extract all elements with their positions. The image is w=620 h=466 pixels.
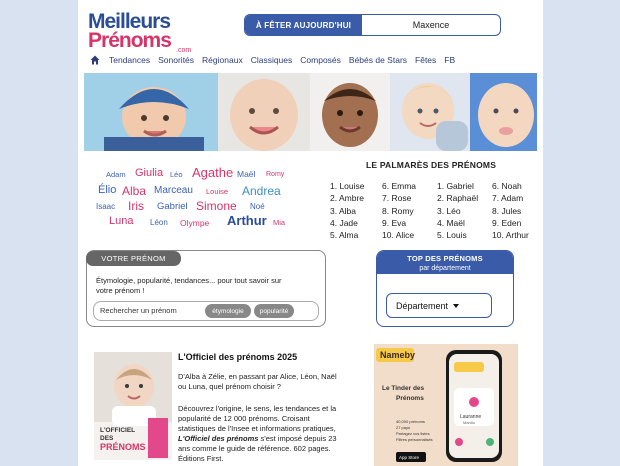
nav-item-tendances[interactable]: Tendances — [109, 55, 151, 65]
cloud-name[interactable]: Mia — [273, 218, 286, 227]
app-store-badge: App Store — [399, 455, 420, 460]
page — [78, 0, 543, 466]
palmares-item[interactable]: 1. Louise — [330, 181, 365, 191]
book-description: Découvrez l'origine, le sens, les tendances et la popularité de 12 000 prénoms. Croisant statistiques de l'Insee et informations pratiques, L'Officiel des prénoms s'est imposé depuis 23 ans comme le guide de référence. 602 pages. Éditions First. — [178, 404, 337, 463]
cloud-name[interactable]: Léon — [150, 218, 168, 227]
ad-feature: Filtres personnalisés — [396, 437, 433, 442]
palmares-item[interactable]: 1. Gabriel — [437, 181, 474, 191]
top-prenoms-box — [376, 250, 514, 327]
palmares-item[interactable]: 9. Eden — [492, 217, 522, 228]
ad-brand: Nameby — [380, 350, 416, 360]
palmares-item[interactable]: 3. Léo — [437, 205, 461, 216]
palmares-column-girls-1 — [330, 180, 365, 241]
feast-label: À FÊTER AUJOURD'HUI — [245, 15, 362, 35]
nav-item-composes[interactable]: Composés — [300, 55, 341, 65]
cloud-name[interactable]: Agathe — [192, 165, 234, 180]
votre-prenom-tab: VOTRE PRÉNOM — [86, 251, 181, 266]
cloud-name[interactable]: Olympe — [180, 218, 210, 228]
top-prenoms-title: TOP DES PRÉNOMS — [407, 254, 483, 263]
etymology-button[interactable]: étymologie — [205, 304, 251, 318]
baby-photo-banner — [84, 73, 537, 151]
baby-photo-5 — [470, 73, 537, 151]
nav-item-fetes[interactable]: Fêtes — [415, 55, 437, 65]
palmares-column-boys-1 — [437, 180, 478, 241]
name-tag-cloud — [78, 164, 358, 234]
cloud-name[interactable]: Simone — [196, 199, 237, 213]
palmares-title: LE PALMARÈS DES PRÉNOMS — [366, 160, 497, 170]
nav-item-fb[interactable]: FB — [444, 55, 456, 65]
palmares-item[interactable]: 2. Raphaël — [437, 193, 479, 204]
ad-tagline: Prénoms — [396, 395, 424, 402]
department-select-label: Département — [396, 300, 449, 311]
cloud-name[interactable]: Andrea — [242, 184, 281, 198]
palmares-column-boys-2 — [492, 180, 529, 241]
phone-name: Mantio — [463, 420, 476, 425]
book-cover-text: DES — [100, 435, 114, 442]
palmares-item[interactable]: 10. Alice — [382, 230, 415, 241]
feast-of-day[interactable] — [244, 14, 501, 36]
cloud-name[interactable]: Maël — [237, 169, 256, 179]
feast-name[interactable]: Maxence — [412, 20, 450, 30]
baby-photo-3 — [310, 73, 390, 151]
nav-item-classiques[interactable]: Classiques — [250, 55, 293, 65]
palmares-item[interactable]: 4. Maël — [437, 217, 465, 228]
palmares-item[interactable]: 7. Rose — [382, 193, 412, 204]
book-cover-text: PRÉNOMS — [100, 442, 146, 452]
ad-tagline: Le Tinder des — [382, 385, 425, 392]
cloud-name[interactable]: Noé — [250, 202, 265, 211]
book-cover-text: L'OFFICIEL — [100, 427, 136, 434]
top-prenoms-subtitle: par département — [419, 265, 471, 272]
palmares-item[interactable]: 10. Arthur — [492, 230, 529, 241]
baby-photo-1 — [84, 73, 218, 151]
cloud-name[interactable]: Giulia — [135, 167, 164, 179]
baby-photo-2 — [218, 73, 310, 151]
palmares-item[interactable]: 6. Emma — [382, 181, 417, 191]
palmares-item[interactable]: 7. Adam — [492, 193, 524, 204]
popularity-button[interactable]: popularité — [254, 304, 294, 318]
cloud-name[interactable]: Isaac — [96, 202, 116, 211]
cloud-name[interactable]: Luna — [109, 215, 134, 227]
nav-item-sonorites[interactable]: Sonorités — [158, 55, 195, 65]
cloud-name[interactable]: Gabriel — [157, 201, 188, 212]
cloud-name[interactable]: Élio — [98, 184, 117, 196]
ad-feature: 27 pays — [396, 425, 411, 430]
cloud-name[interactable]: Iris — [128, 199, 144, 213]
cloud-name[interactable]: Adam — [106, 170, 126, 179]
site-logo[interactable] — [88, 10, 192, 54]
palmares-item[interactable]: 9. Eva — [382, 217, 407, 228]
top-prenoms-header — [377, 251, 513, 274]
palmares-column-girls-2 — [382, 180, 416, 241]
cloud-name[interactable]: Marceau — [154, 185, 193, 196]
cloud-name[interactable]: Léo — [170, 170, 183, 179]
palmares-item[interactable]: 8. Romy — [382, 205, 414, 216]
main-nav — [90, 54, 463, 66]
phone-name: Lauranne — [460, 414, 482, 420]
palmares-item[interactable]: 3. Alba — [330, 205, 356, 216]
palmares-item[interactable]: 6. Noah — [492, 181, 522, 191]
baby-photo-4 — [390, 73, 470, 151]
palmares-item[interactable]: 2. Ambre — [330, 193, 365, 204]
palmares-item[interactable]: 5. Alma — [330, 230, 359, 241]
logo-line2: Prénoms — [88, 29, 171, 52]
home-icon[interactable] — [90, 55, 100, 65]
book-title[interactable]: L'Officiel des prénoms 2025 — [178, 352, 298, 362]
logo-domain: .com — [176, 47, 192, 54]
palmares-item[interactable]: 5. Louis — [437, 230, 467, 241]
nav-item-bebes-de-stars[interactable]: Bébés de Stars — [348, 55, 408, 65]
cloud-name[interactable]: Romy — [266, 171, 285, 178]
book-intro: D'Alba à Zélie, en passant par Alice, Léon, Naël ou Luna, quel prénom choisir ? — [178, 372, 337, 391]
votre-prenom-text: Étymologie, popularité, tendances... pour tout savoir sur votre prénom ! — [96, 276, 282, 295]
book-cover[interactable] — [94, 352, 172, 460]
nav-item-regionaux[interactable]: Régionaux — [202, 55, 243, 65]
cloud-name[interactable]: Louise — [206, 187, 229, 196]
cloud-name[interactable]: Arthur — [227, 213, 267, 228]
cloud-name[interactable]: Alba — [122, 184, 147, 198]
palmares-item[interactable]: 4. Jade — [330, 217, 358, 228]
department-select[interactable] — [386, 293, 492, 318]
name-search-placeholder: Rechercher un prénom — [100, 306, 177, 315]
ad-feature: 40,000 prénoms — [396, 419, 425, 424]
palmares-item[interactable]: 8. Jules — [492, 205, 522, 216]
logo-line1: Meilleurs — [88, 10, 171, 33]
ad-feature: Partagez vos listes — [396, 431, 430, 436]
chevron-down-icon — [453, 304, 459, 308]
nameby-ad[interactable] — [374, 344, 518, 466]
